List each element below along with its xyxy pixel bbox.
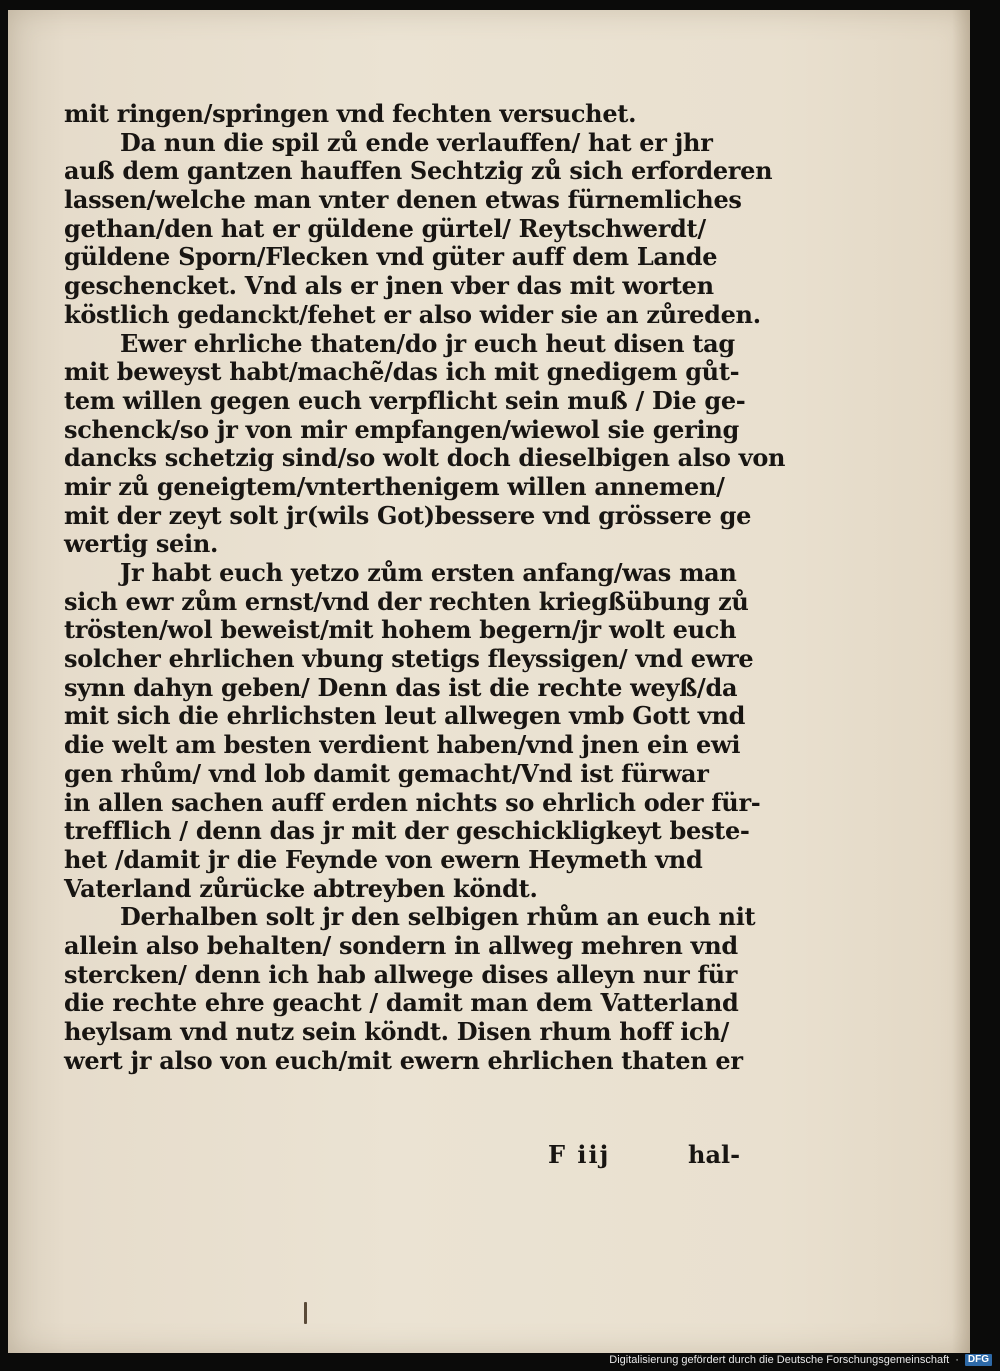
text-line: lassen/welche man vnter denen etwas fürnemliches bbox=[64, 185, 742, 215]
text-line: solcher ehrlichen vbung stetigs fleyssigen/ vnd ewre bbox=[64, 644, 754, 674]
text-line: schenck/so jr von mir empfangen/wiewol sie gering bbox=[64, 414, 739, 444]
text-line: wert jr also von euch/mit ewern ehrlichen thaten er bbox=[64, 1045, 743, 1075]
text-line: die rechte ehre geacht / damit man dem Vatterland bbox=[64, 988, 739, 1018]
text-line: mit der zeyt solt jr(wils Got)bessere vnd grössere ge bbox=[64, 500, 752, 530]
text-line: geschencket. Vnd als er jnen vber das mit worten bbox=[64, 271, 714, 301]
text-line: Da nun die spil zů ende verlauffen/ hat er jhr bbox=[120, 127, 713, 157]
text-line: trefflich / denn das jr mit der geschickligkeyt beste- bbox=[64, 816, 750, 846]
text-line: stercken/ denn ich hab allwege dises alleyn nur für bbox=[64, 959, 738, 989]
text-line: gen rhům/ vnd lob damit gemacht/Vnd ist fürwar bbox=[64, 758, 709, 788]
text-line: heylsam vnd nutz sein köndt. Disen rhum hoff ich/ bbox=[64, 1017, 729, 1046]
text-line: güldene Sporn/Flecken vnd güter auff dem Lande bbox=[64, 242, 718, 272]
text-line: mit ringen/springen vnd fechten versuchet. bbox=[64, 99, 637, 128]
digitization-credit bbox=[609, 1353, 992, 1367]
text-line: mir zů geneigtem/vnterthenigem willen annemen/ bbox=[64, 471, 725, 501]
text-line: gethan/den hat er güldene gürtel/ Reytschwerdt/ bbox=[64, 213, 706, 243]
text-line: tem willen gegen euch verpflicht sein muß / Die ge- bbox=[64, 385, 746, 415]
text-line: Vaterland zůrücke abtreyben köndt. bbox=[64, 873, 538, 903]
text-line: trösten/wol beweist/mit hohem begern/jr wolt euch bbox=[64, 615, 737, 645]
text-line: mit beweyst habt/machẽ/das ich mit gnedigem gůt- bbox=[64, 357, 740, 387]
text-line: wertig sein. bbox=[64, 529, 219, 559]
text-line: in allen sachen auff erden nichts so ehrlich oder für- bbox=[64, 787, 761, 817]
text-line: mit sich die ehrlichsten leut allwegen vmb Gott vnd bbox=[64, 701, 746, 731]
text-line: sich ewr zům ernst/vnd der rechten kriegßübung zů bbox=[64, 586, 749, 616]
text-line: allein also behalten/ sondern in allweg mehren vnd bbox=[64, 930, 738, 960]
text-line: dancks schetzig sind/so wolt doch dieselbigen also von bbox=[64, 443, 786, 473]
paper-mark bbox=[304, 1302, 307, 1324]
text-line: Ewer ehrliche thaten/do jr euch heut disen tag bbox=[120, 328, 735, 358]
text-line: Jr habt euch yetzo zům ersten anfang/was man bbox=[120, 558, 737, 587]
catchword: hal- bbox=[688, 1140, 741, 1169]
credit-separator: · bbox=[955, 1354, 959, 1366]
text-line: het /damit jr die Feynde von ewern Heymeth vnd bbox=[64, 844, 703, 874]
signature-mark: F iij bbox=[548, 1140, 611, 1169]
page-text-block bbox=[64, 99, 786, 1075]
text-line: synn dahyn geben/ Denn das ist die rechte weyß/da bbox=[64, 672, 738, 702]
text-line: auß dem gantzen hauffen Sechtzig zů sich erforderen bbox=[64, 156, 773, 186]
book-page bbox=[8, 10, 970, 1353]
credit-text: Digitalisierung gefördert durch die Deutsche Forschungsgemeinschaft bbox=[609, 1354, 950, 1366]
page-foot bbox=[8, 1140, 748, 1170]
text-line: die welt am besten verdient haben/vnd jnen ein ewi bbox=[64, 730, 741, 760]
text-line: köstlich gedanckt/fehet er also wider sie an zůreden. bbox=[64, 299, 761, 329]
dfg-logo-icon: DFG bbox=[965, 1354, 992, 1366]
text-line: Derhalben solt jr den selbigen rhům an euch nit bbox=[120, 902, 756, 932]
